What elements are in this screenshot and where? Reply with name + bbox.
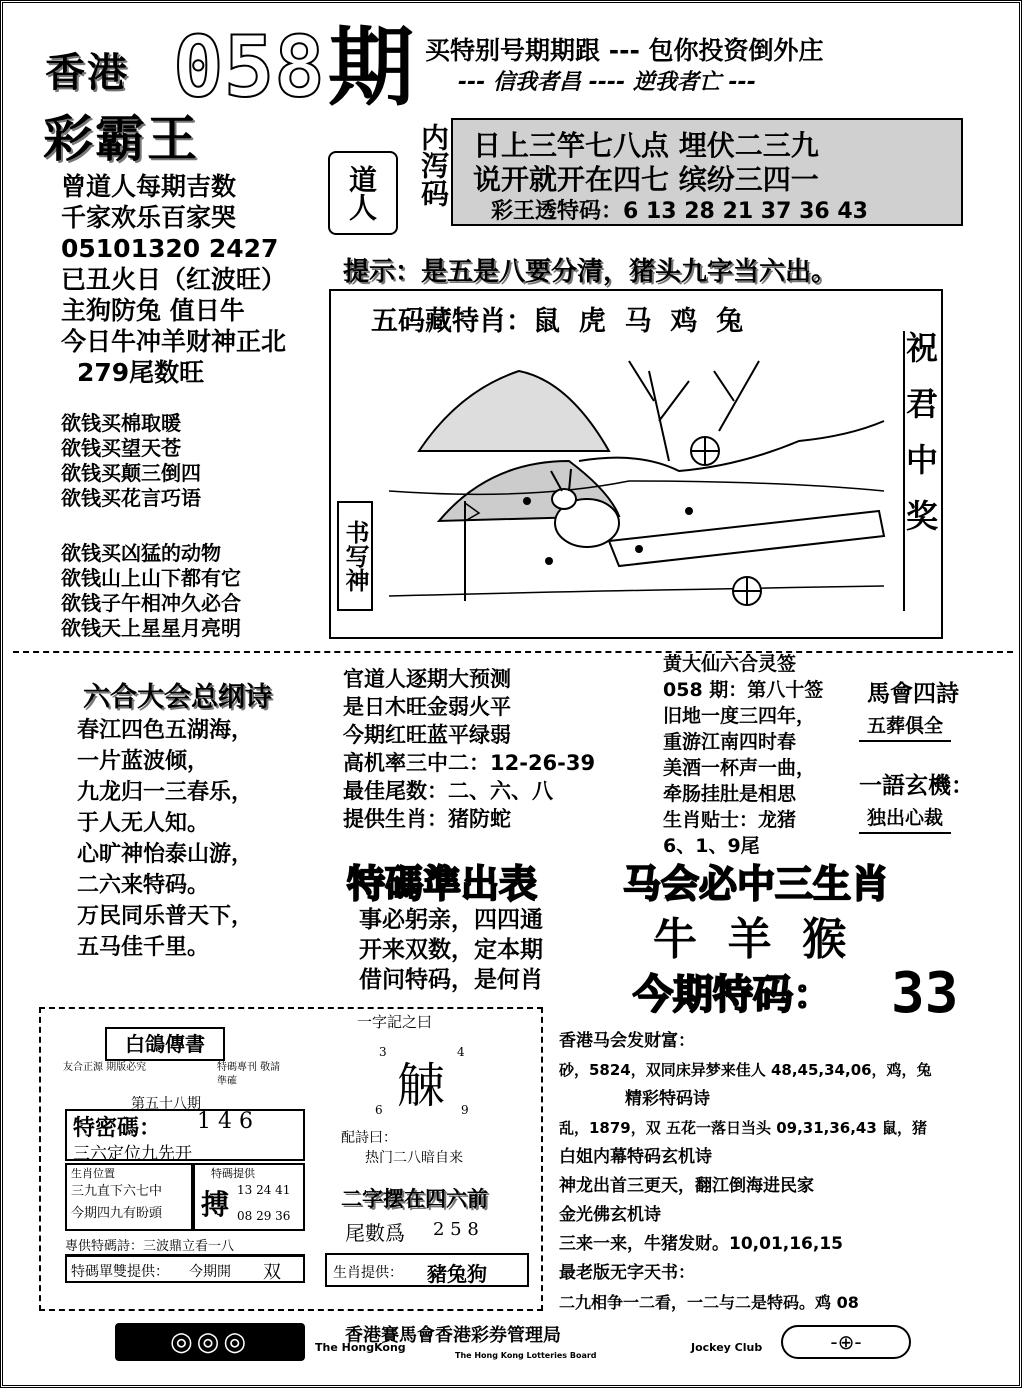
rabbit-landscape-illustration bbox=[379, 341, 899, 631]
fortune-line: 最老版无字天书： bbox=[559, 1263, 695, 1283]
daily-line: 05101320 2427 bbox=[61, 234, 279, 263]
daily-line: 279尾数旺 bbox=[77, 358, 205, 387]
inner-code-line-2: 说开就开在四七 缤纷三四一 bbox=[473, 163, 819, 196]
pigeon-left-note: 友合正源 期版必究 bbox=[63, 1062, 147, 1073]
one-char-n4: 4 bbox=[457, 1045, 465, 1059]
one-char-tail-label: 尾數爲 bbox=[345, 1221, 405, 1245]
prediction-block bbox=[343, 665, 595, 833]
lotteries-logo-icon: -⊕- bbox=[781, 1325, 911, 1359]
one-char-zodiac-box bbox=[325, 1253, 529, 1287]
riddle-line: 欲钱买花言巧语 bbox=[61, 486, 201, 510]
one-char-zodiac-value: 豬兔狗 bbox=[427, 1262, 487, 1286]
one-word-value: 独出心裁 bbox=[859, 803, 951, 834]
writer-god-label: 书写神 bbox=[337, 501, 373, 611]
riddles-1 bbox=[61, 411, 201, 511]
riddle-line: 欲钱山上山下都有它 bbox=[61, 566, 241, 590]
wts-line: 牵肠挂肚是相思 bbox=[663, 783, 797, 805]
brand-title: 彩霸王 bbox=[43, 110, 199, 168]
riddle-line: 欲钱买颠三倒四 bbox=[61, 461, 201, 485]
one-char-title: 一字記之曰 bbox=[357, 1013, 433, 1031]
pigeon-line-1: 三六定位九先开 bbox=[73, 1144, 192, 1164]
riddle-line: 欲钱买棉取暖 bbox=[61, 411, 181, 435]
pigeon-special-nums-2: 08 29 36 bbox=[237, 1209, 291, 1223]
prediction-line: 官道人逐期大预测 bbox=[343, 667, 511, 691]
one-char-zodiac-label: 生肖提供： bbox=[333, 1265, 403, 1281]
pigeon-single-box bbox=[65, 1255, 305, 1283]
pigeon-code-box bbox=[65, 1109, 305, 1164]
one-char-n3: 3 bbox=[379, 1045, 387, 1059]
fortune-line: 二九相争一二看，一二与二是特码。鸡 08 bbox=[559, 1293, 859, 1312]
region-title: 香港 bbox=[45, 50, 129, 96]
one-word-title: 一語玄機： bbox=[859, 773, 974, 799]
wts-line: 生肖贴士：龙猪 bbox=[663, 809, 797, 831]
wts-line: 美酒一杯声一曲， bbox=[663, 757, 816, 779]
five-zodiac-title: 五码藏特肖：鼠 虎 马 鸡 兔 bbox=[371, 306, 744, 337]
footer-bar bbox=[115, 1323, 915, 1363]
one-char-glyph: 觫 bbox=[397, 1058, 446, 1114]
special-line: 开来双数，定本期 bbox=[359, 937, 543, 963]
fortune-line: 神龙出首三更天，翻江倒海进民家 bbox=[559, 1176, 814, 1196]
riddle-line: 欲钱买望天苍 bbox=[61, 436, 181, 460]
pigeon-card bbox=[39, 1007, 543, 1311]
picture-box bbox=[329, 289, 943, 639]
fortune-line: 砂，5824，双同床异梦来佳人 48,45,34,06，鸡，兔 bbox=[559, 1061, 932, 1079]
pigeon-single-result: 双 bbox=[263, 1262, 281, 1283]
wts-line: 6、1、9尾 bbox=[663, 835, 760, 857]
inner-code-label: 内泻码 bbox=[417, 123, 450, 207]
issue-suffix: 期 bbox=[328, 18, 414, 118]
pigeon-title: 白鴿傳書 bbox=[105, 1027, 225, 1061]
wts-line: 058 期：第八十签 bbox=[663, 679, 824, 701]
horse-poem-title: 馬會四詩 bbox=[867, 681, 959, 707]
daoren-seal: 道人 bbox=[328, 151, 398, 235]
pigeon-zodiac-line-1: 三九直下六七中 bbox=[71, 1184, 163, 1199]
footer-org-en-2: Jockey Club bbox=[691, 1341, 763, 1354]
special-table-title: 特碼準出表 bbox=[347, 862, 538, 906]
wts-line: 重游江南四时春 bbox=[663, 731, 797, 753]
special-table-lines bbox=[359, 905, 543, 995]
fortune-block bbox=[559, 1027, 932, 1317]
hint-line: 提示：是五是八要分清，猪头九字当六出。 bbox=[343, 257, 838, 287]
fortune-line: 三来一来，牛猪发财。10,01,16,15 bbox=[559, 1234, 844, 1254]
riddle-line: 欲钱子午相冲久必合 bbox=[61, 591, 241, 615]
poem-line: 一片蓝波倾， bbox=[77, 749, 210, 774]
poem-line: 心旷神怡泰山游， bbox=[77, 842, 254, 867]
footer-org-cn: 香港賽馬會香港彩券管理局 bbox=[345, 1325, 561, 1346]
footer-org-en-3: The Hong Kong Lotteries Board bbox=[455, 1351, 597, 1360]
daily-line: 曾道人每期吉数 bbox=[61, 172, 237, 201]
fortune-line: 乱，1879，双 五花一落日当头 09,31,36,43 鼠，猪 bbox=[559, 1119, 928, 1137]
pigeon-special-box bbox=[193, 1163, 305, 1231]
footer-org-en-1: The HongKong bbox=[315, 1341, 406, 1354]
fortune-line: 精彩特码诗 bbox=[625, 1089, 710, 1109]
pigeon-zodiac-line-2: 今期四九有盼頭 bbox=[71, 1206, 163, 1221]
one-char-phrase: 二字摆在四六前 bbox=[341, 1187, 488, 1211]
poem-lines bbox=[77, 715, 253, 963]
pigeon-zodiac-box bbox=[65, 1163, 193, 1231]
fortune-line: 金光佛玄机诗 bbox=[559, 1205, 661, 1225]
pigeon-code-value: 1 4 6 bbox=[197, 1109, 253, 1134]
wts-line: 黄大仙六合灵签 bbox=[663, 653, 797, 675]
fortune-line: 白姐内幕特码玄机诗 bbox=[559, 1147, 712, 1167]
pigeon-code-label: 特密碼： bbox=[73, 1116, 162, 1141]
poem-title: 六合大会总纲诗 bbox=[83, 682, 272, 713]
pigeon-right-note: 特碼專刊 敬請準確 bbox=[217, 1062, 281, 1087]
poem-line: 万民同乐普天下， bbox=[77, 904, 254, 929]
poem-line: 二六来特码。 bbox=[77, 873, 210, 898]
one-char-tail-value: 2 5 8 bbox=[433, 1219, 479, 1240]
daily-line: 已丑火日（红波旺） bbox=[61, 265, 287, 294]
sure-zodiac-title: 马会必中三生肖 bbox=[623, 862, 890, 906]
fortune-line: 香港马会发财富： bbox=[559, 1031, 695, 1051]
prediction-line: 今期红旺蓝平绿弱 bbox=[343, 723, 511, 747]
inner-code-line-1: 日上三竿七八点 埋伏二三九 bbox=[473, 129, 819, 162]
poem-line: 春江四色五湖海， bbox=[77, 718, 254, 743]
jockey-club-logo-icon: ◎◎◎ bbox=[115, 1323, 305, 1361]
good-luck-label: 祝君中奖 bbox=[903, 331, 943, 611]
prediction-line: 是日木旺金弱火平 bbox=[343, 695, 511, 719]
special-line: 借问特码，是何肖 bbox=[359, 967, 543, 993]
wts-line: 旧地一度三四年， bbox=[663, 705, 816, 727]
middle-divider bbox=[13, 651, 1013, 653]
this-issue-value: 33 bbox=[891, 961, 959, 1026]
one-char-verse: 热门二八暗自来 bbox=[365, 1150, 463, 1166]
pigeon-poem-line: 專供特碼詩：三波鼎立看一八 bbox=[65, 1235, 305, 1255]
pigeon-special-nums-1: 13 24 41 bbox=[237, 1183, 291, 1197]
poem-line: 于人无人知。 bbox=[77, 811, 210, 836]
horse-poem-value: 五葬俱全 bbox=[859, 711, 951, 742]
pigeon-single-label: 特碼單雙提供： bbox=[71, 1264, 169, 1280]
one-char-verse-label: 配詩曰： bbox=[341, 1130, 397, 1146]
riddles-2 bbox=[61, 541, 241, 641]
riddle-line: 欲钱天上星星月亮明 bbox=[61, 616, 241, 640]
this-issue-label: 今期特码： bbox=[633, 972, 833, 1018]
daily-line: 千家欢乐百家哭 bbox=[61, 203, 237, 232]
inner-code-box bbox=[451, 118, 963, 226]
poem-line: 五马佳千里。 bbox=[77, 935, 210, 960]
special-line: 事必躬亲，四四通 bbox=[359, 907, 543, 933]
slogan-line-2: --- 信我者昌 ---- 逆我者亡 --- bbox=[458, 70, 756, 95]
slogan-line-1: 买特别号期期跟 --- 包你投资倒外庄 bbox=[425, 36, 824, 65]
pigeon-single-value: 今期開 bbox=[189, 1264, 231, 1280]
poem-line: 九龙归一三春乐， bbox=[77, 780, 254, 805]
inner-code-line-3: 彩王透特码：6 13 28 21 37 36 43 bbox=[491, 199, 868, 224]
daily-line: 今日牛冲羊财神正北 bbox=[61, 327, 287, 356]
daily-line: 主狗防兔 值日牛 bbox=[61, 296, 245, 325]
pigeon-special-char: 搏 bbox=[201, 1188, 230, 1221]
pigeon-special-label: 特碼提供 bbox=[211, 1167, 255, 1180]
one-char-n9: 9 bbox=[461, 1103, 469, 1117]
prediction-line: 高机率三中二：12-26-39 bbox=[343, 751, 596, 775]
one-char-n6: 6 bbox=[375, 1103, 383, 1117]
daily-luck bbox=[61, 171, 286, 388]
wong-tai-sin-block bbox=[663, 651, 823, 859]
issue-number: 058 bbox=[173, 18, 325, 116]
prediction-line: 提供生肖：猪防蛇 bbox=[343, 807, 511, 831]
pigeon-issue: 第五十八期 bbox=[131, 1096, 201, 1112]
pigeon-zodiac-label: 生肖位置 bbox=[71, 1167, 115, 1180]
sure-zodiac-animals: 牛 羊 猴 bbox=[653, 914, 847, 965]
riddle-line: 欲钱买凶猛的动物 bbox=[61, 541, 221, 565]
prediction-line: 最佳尾数：二、六、八 bbox=[343, 779, 553, 803]
